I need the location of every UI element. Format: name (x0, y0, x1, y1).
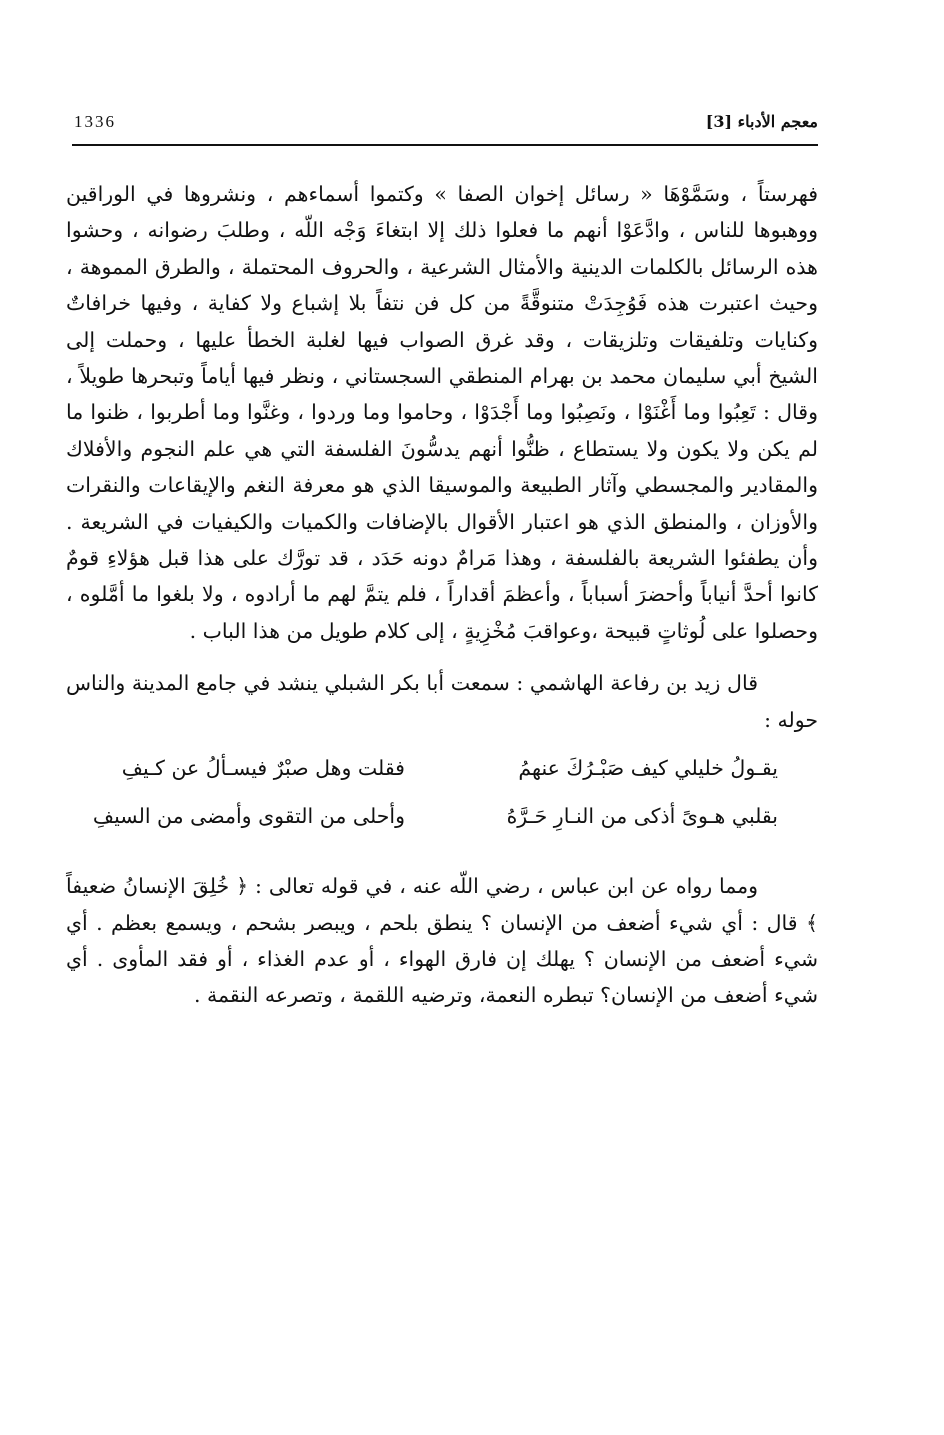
poem (66, 744, 818, 840)
header-rule (72, 144, 818, 146)
paragraph-zayd-ibn-rifaa: قال زيد بن رفاعة الهاشمي : سمعت أبا بكر الشبلي ينشد في جامع المدينة والناس حوله : (66, 671, 818, 732)
verse-first-hemistich: بقلبي هـوىً أذكى من النـارِ حَـرَّهُ (506, 803, 778, 828)
paragraph-ikhwan-al-safa: فهرستاً ، وسَمَّوْهَا « رسائل إخوان الصفا » وكتموا أسماءهم ، ونشروها في الوراقين ووهبوها للناس ، وادَّعَوْا أنهم ما فعلوا ذلك إلا ابتغاءَ وَجْه اللّه ، وطلبَ رضوانه ، وحشوا هذه الرسائل بالكلمات الدينية والأمثال الشرعية ، والحروف المحتملة ، والطرق المموهة ، وحيث اعتبرت هذه فَوُجِدَتْ متنوقَّةً من كل فن نتفاً بلا إشباع ولا كفاية ، وفيها خرافاتٌ وكنايات وتلفيقات وتلزيقات ، وقد غرق الصواب فيها لغلبة الخطأ عليها ، وحملت إلى الشيخ أبي سليمان محمد بن بهرام المنطقي السجستاني ، ونظر فيها أياماً وتبحرها طويلاً ، وقال : تَعِبُوا وما أَغْنَوْا ، ونَصِبُوا وما أَجْدَوْا ، وحاموا وما وردوا ، وغنَّوا وما أطربوا ، ظنوا ما لم يكن ولا يكون ولا يستطاع ، ظنُّوا أنهم يدسُّونَ الفلسفة التي هي علم النجوم والأفلاك والمقادير والمجسطي وآثار الطبيعة والموسيقا الذي هو معرفة النغم والإيقاعات والنقرات والأوزان ، والمنطق الذي هو اعتبار الأقوال بالإضافات والكميات والكيفيات في الشريعة . وأن يطفئوا الشريعة بالفلسفة ، وهذا مَرامٌ دونه حَدَد ، قد تورَّك على هذا قبل هؤلاءِ قومٌ كانوا أحدَّ أنياباً وأحضرَ أسباباً ، وأعظمَ أقداراً ، فلم يتمَّ لهم ما أرادوه ، ولا بلغوا ما أمَّلوه ، وحصلوا على لُوثاتٍ قبيحة ،وعواقبَ مُخْزِيةٍ ، إلى كلام طويل من هذا الباب . (66, 182, 818, 643)
verse-first-hemistich: يقـولُ خليلي كيف صَبْـرُكَ عنهمُ (518, 755, 778, 780)
poem-verse (66, 744, 818, 792)
verse-second-hemistich: وأحلى من التقوى وأمضى من السيفِ (92, 803, 405, 828)
page-body (66, 176, 818, 1014)
paragraph-ibn-abbas: ومما رواه عن ابن عباس ، رضي اللّه عنه ، في قوله تعالى : ﴿ خُلِقَ الإنسانُ ضعيفاً ﴾ قال : أي شيء أضعف من الإنسان ؟ ينطق بلحم ، ويبصر بشحم ، ويسمع بعظم . أي شيء أضعف من الإنسان ؟ يهلك إن فارق الهواء ، أو عدم الغذاء ، أو فقد المأوى . أي شيء أضعف من الإنسان؟ تبطره النعمة، وترضيه اللقمة ، وتصرعه النقمة . (66, 874, 818, 1008)
verse-second-hemistich: فقلت وهل صبْرٌ فيسـألُ عن كـيفِ (121, 755, 405, 780)
running-header-title: معجم الأدباء [3] (705, 112, 818, 131)
page-number: 1336 (74, 112, 116, 131)
poem-verse (66, 792, 818, 840)
